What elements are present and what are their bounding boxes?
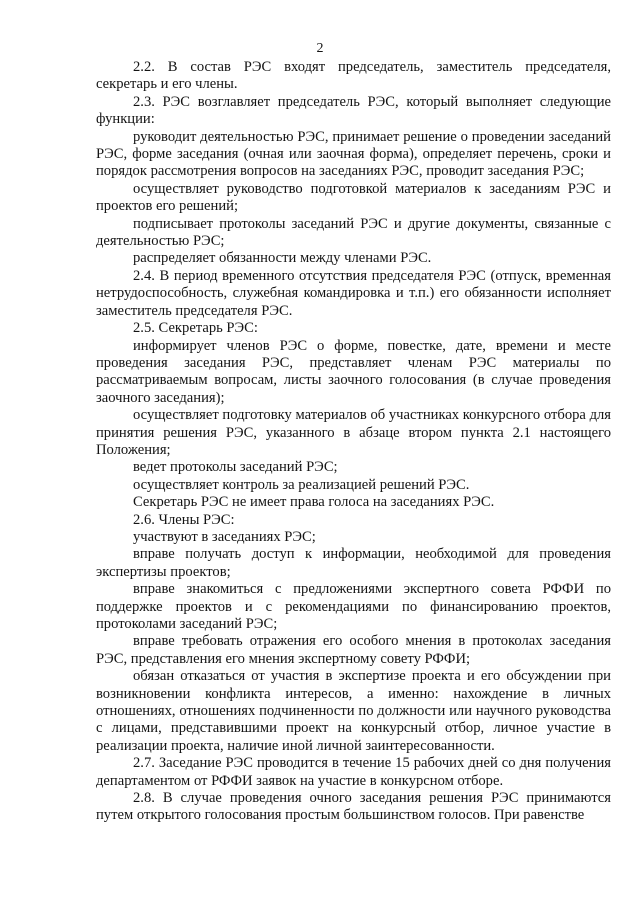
paragraph-2-6: 2.6. Члены РЭС: [133,511,235,528]
list-item: осуществляет руководство подготовкой материалов к заседаниям РЭС и проектов его решений; [96,180,611,215]
list-item: осуществляет подготовку материалов об участниках конкурсного отбора для принятия решения РЭС, указанного в абзаце втором пункта 2.1 настоящего Положения; [96,407,611,458]
list-item: ведет протоколы заседаний РЭС; [133,459,338,476]
document-body [96,59,611,825]
list-item: подписывает протоколы заседаний РЭС и другие документы, связанные с деятельностью РЭС; [96,215,611,250]
paragraph: Секретарь РЭС не имеет права голоса на заседаниях РЭС. [133,494,495,511]
list-item: информирует членов РЭС о форме, повестке, дате, времени и месте проведения заседания РЭС, представляет членам РЭС материалы по рассматриваемым вопросам, листы заочного голосования (в случае проведения заочного заседания); [96,337,611,406]
page-number: 2 [316,41,324,56]
list-item: вправе получать доступ к информации, необходимой для проведения экспертизы проектов; [96,546,611,580]
list-item: обязан отказаться от участия в экспертизе проекта и его обсуждении при возникновении конфликта интересов, а именно: нахождение в личных отношениях, отношениях подчиненности по должности или научного руководства с лицами, представившими проект на конкурсный отбор, личное участие в реализации проекта, наличие иной личной заинтересованности. [96,668,611,754]
paragraph-2-7: 2.7. Заседание РЭС проводится в течение 15 рабочих дней со дня получения департаментом от РФФИ заявок на участие в конкурсном отборе. [96,755,611,789]
paragraph-2-5: 2.5. Секретарь РЭС: [133,320,258,337]
paragraph-2-2: 2.2. В состав РЭС входят председатель, заместитель председателя, секретарь и его члены. [96,59,611,93]
list-item: руководит деятельностью РЭС, принимает решение о проведении заседаний РЭС, форме заседания (очная или заочная форма), определяет перечень, сроки и порядок рассмотрения вопросов на заседаниях РЭС, проводит заседания РЭС; [96,128,611,180]
paragraph-2-8: 2.8. В случае проведения очного заседания решения РЭС принимаются путем открытого голосования простым большинством голосов. При равенстве [96,790,611,824]
list-item: участвуют в заседаниях РЭС; [133,528,316,545]
list-item: распределяет обязанности между членами РЭС. [133,250,432,267]
paragraph-2-4: 2.4. В период временного отсутствия председателя РЭС (отпуск, временная нетрудоспособность, служебная командировка и т.п.) его обязанности исполняет заместитель председателя РЭС. [96,267,611,319]
list-item: вправе знакомиться с предложениями экспертного совета РФФИ по поддержке проектов и с рекомендациями по финансированию проектов, протоколами заседаний РЭС; [96,581,611,632]
list-item: вправе требовать отражения его особого мнения в протоколах заседания РЭС, представления его мнения экспертному совету РФФИ; [96,633,611,667]
paragraph-2-3: 2.3. РЭС возглавляет председатель РЭС, который выполняет следующие функции: [96,93,611,128]
list-item: осуществляет контроль за реализацией решений РЭС. [133,476,470,493]
